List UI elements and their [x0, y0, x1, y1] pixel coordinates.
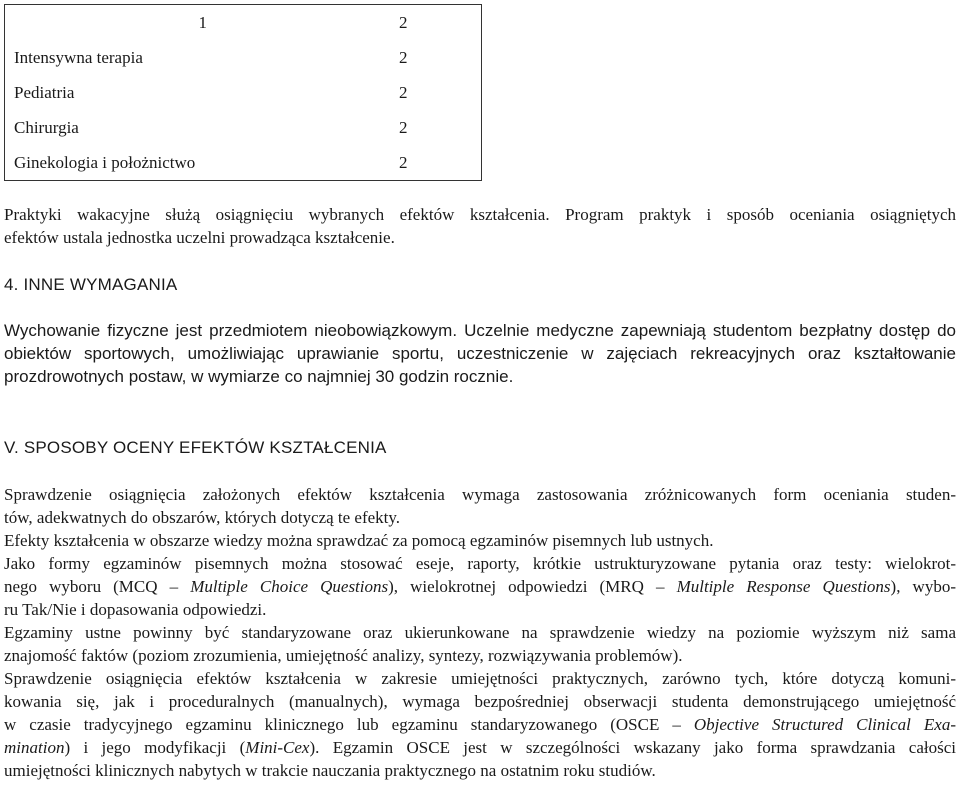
- section-5-body: [4, 483, 956, 782]
- section-5-line: ru Tak/Nie i dopasowania odpowiedzi.: [4, 600, 267, 619]
- table-row: [5, 145, 482, 181]
- italic-run: Multiple Response Questions: [676, 577, 891, 596]
- italic-run: Mini-Cex: [245, 738, 310, 757]
- section-4-paragraph: [4, 319, 956, 388]
- section-5-heading: V. SPOSOBY OCENY EFEKTÓW KSZTAŁCENIA: [4, 438, 387, 457]
- table-header-row: [5, 5, 482, 41]
- italic-run: mination: [4, 738, 65, 757]
- table-row: [5, 110, 482, 145]
- italic-run: Objective Structured Clinical Exa-: [693, 715, 956, 734]
- text-run: w czasie tradycyjnego egzaminu klinicznego lub egzaminu standaryzowanego (OSCE –: [4, 715, 694, 734]
- table-row: [5, 40, 482, 75]
- section-5-line: Efekty kształcenia w obszarze wiedzy można sprawdzać za pomocą egzaminów pisemnych lub ustnych.: [4, 531, 714, 550]
- table-cell-value: 2: [399, 152, 408, 172]
- section-5-line: tów, adekwatnych do obszarów, których dotyczą te efekty.: [4, 508, 401, 527]
- section-4-line: prozdrowotnych postaw, w wymiarze co najmniej 30 godzin rocznie.: [4, 367, 514, 386]
- table-header-col2: 2: [399, 12, 408, 32]
- section-5-line: kowania się, jak i proceduralnych (manualnych), wymaga bezpośredniej obserwacji studenta demonstrującego umiejętność: [4, 692, 956, 711]
- italic-run: Multiple Choice Questions: [190, 577, 389, 596]
- section-5-line: [4, 575, 956, 598]
- table-header-col1: 1: [198, 12, 207, 32]
- section-5-line: umiejętności klinicznych nabytych w trakcie nauczania praktycznego na ostatnim roku studiów.: [4, 761, 656, 780]
- text-run: nego wyboru (MCQ –: [4, 577, 191, 596]
- section-5-line: Sprawdzenie osiągnięcia założonych efektów kształcenia wymaga zastosowania zróżnicowanych form oceniania studen-: [4, 485, 956, 504]
- text-run: ) i jego modyfikacji (: [64, 738, 246, 757]
- table-cell-name: Pediatria: [14, 82, 75, 102]
- section-4-heading: 4. INNE WYMAGANIA: [4, 275, 178, 294]
- section-5-line: Egzaminy ustne powinny być standaryzowane oraz ukierunkowane na sprawdzenie wiedzy na poziomie wyższym niż sama: [4, 623, 956, 642]
- section-5-line: [4, 713, 956, 736]
- section-5-line: [4, 736, 956, 759]
- intro-line: efektów ustala jednostka uczelni prowadząca kształcenie.: [4, 228, 395, 247]
- intro-line: Praktyki wakacyjne służą osiągnięciu wybranych efektów kształcenia. Program praktyk i sposób oceniania osiągniętych: [4, 205, 956, 224]
- table-cell-name: Chirurgia: [14, 117, 79, 137]
- table-cell-value: 2: [399, 117, 408, 137]
- table-cell-name: Ginekologia i położnictwo: [14, 152, 196, 172]
- section-5-line: Jako formy egzaminów pisemnych można stosować eseje, raporty, krótkie ustrukturyzowane pytania oraz testy: wielokrot-: [4, 554, 956, 573]
- table-cell-value: 2: [399, 82, 408, 102]
- section-5-line: Sprawdzenie osiągnięcia efektów kształcenia w zakresie umiejętności praktycznych, zarówno tych, które dotyczą komuni-: [4, 669, 956, 688]
- text-run: ), wielokrotnej odpowiedzi (MRQ –: [388, 577, 677, 596]
- intro-paragraph: [4, 203, 956, 249]
- text-run: ), wybo-: [890, 577, 956, 596]
- section-5-line: znajomość faktów (poziom zrozumienia, umiejętność analizy, syntezy, rozwiązywania problemów).: [4, 646, 683, 665]
- table-cell-name: Intensywna terapia: [14, 47, 143, 67]
- text-run: ). Egzamin OSCE jest w szczególności wskazany jako forma sprawdzania całości: [309, 738, 956, 757]
- table-header-cell: [5, 5, 400, 41]
- table-cell-value: 2: [399, 47, 408, 67]
- section-4-line: obiektów sportowych, umożliwiając uprawianie sportu, uczestniczenie w zajęciach rekreacyjnych oraz kształtowanie: [4, 344, 956, 363]
- section-4-line: Wychowanie fizyczne jest przedmiotem nieobowiązkowym. Uczelnie medyczne zapewniają studentom bezpłatny dostęp do: [4, 321, 956, 340]
- table-row: [5, 75, 482, 110]
- practice-table: [4, 4, 482, 181]
